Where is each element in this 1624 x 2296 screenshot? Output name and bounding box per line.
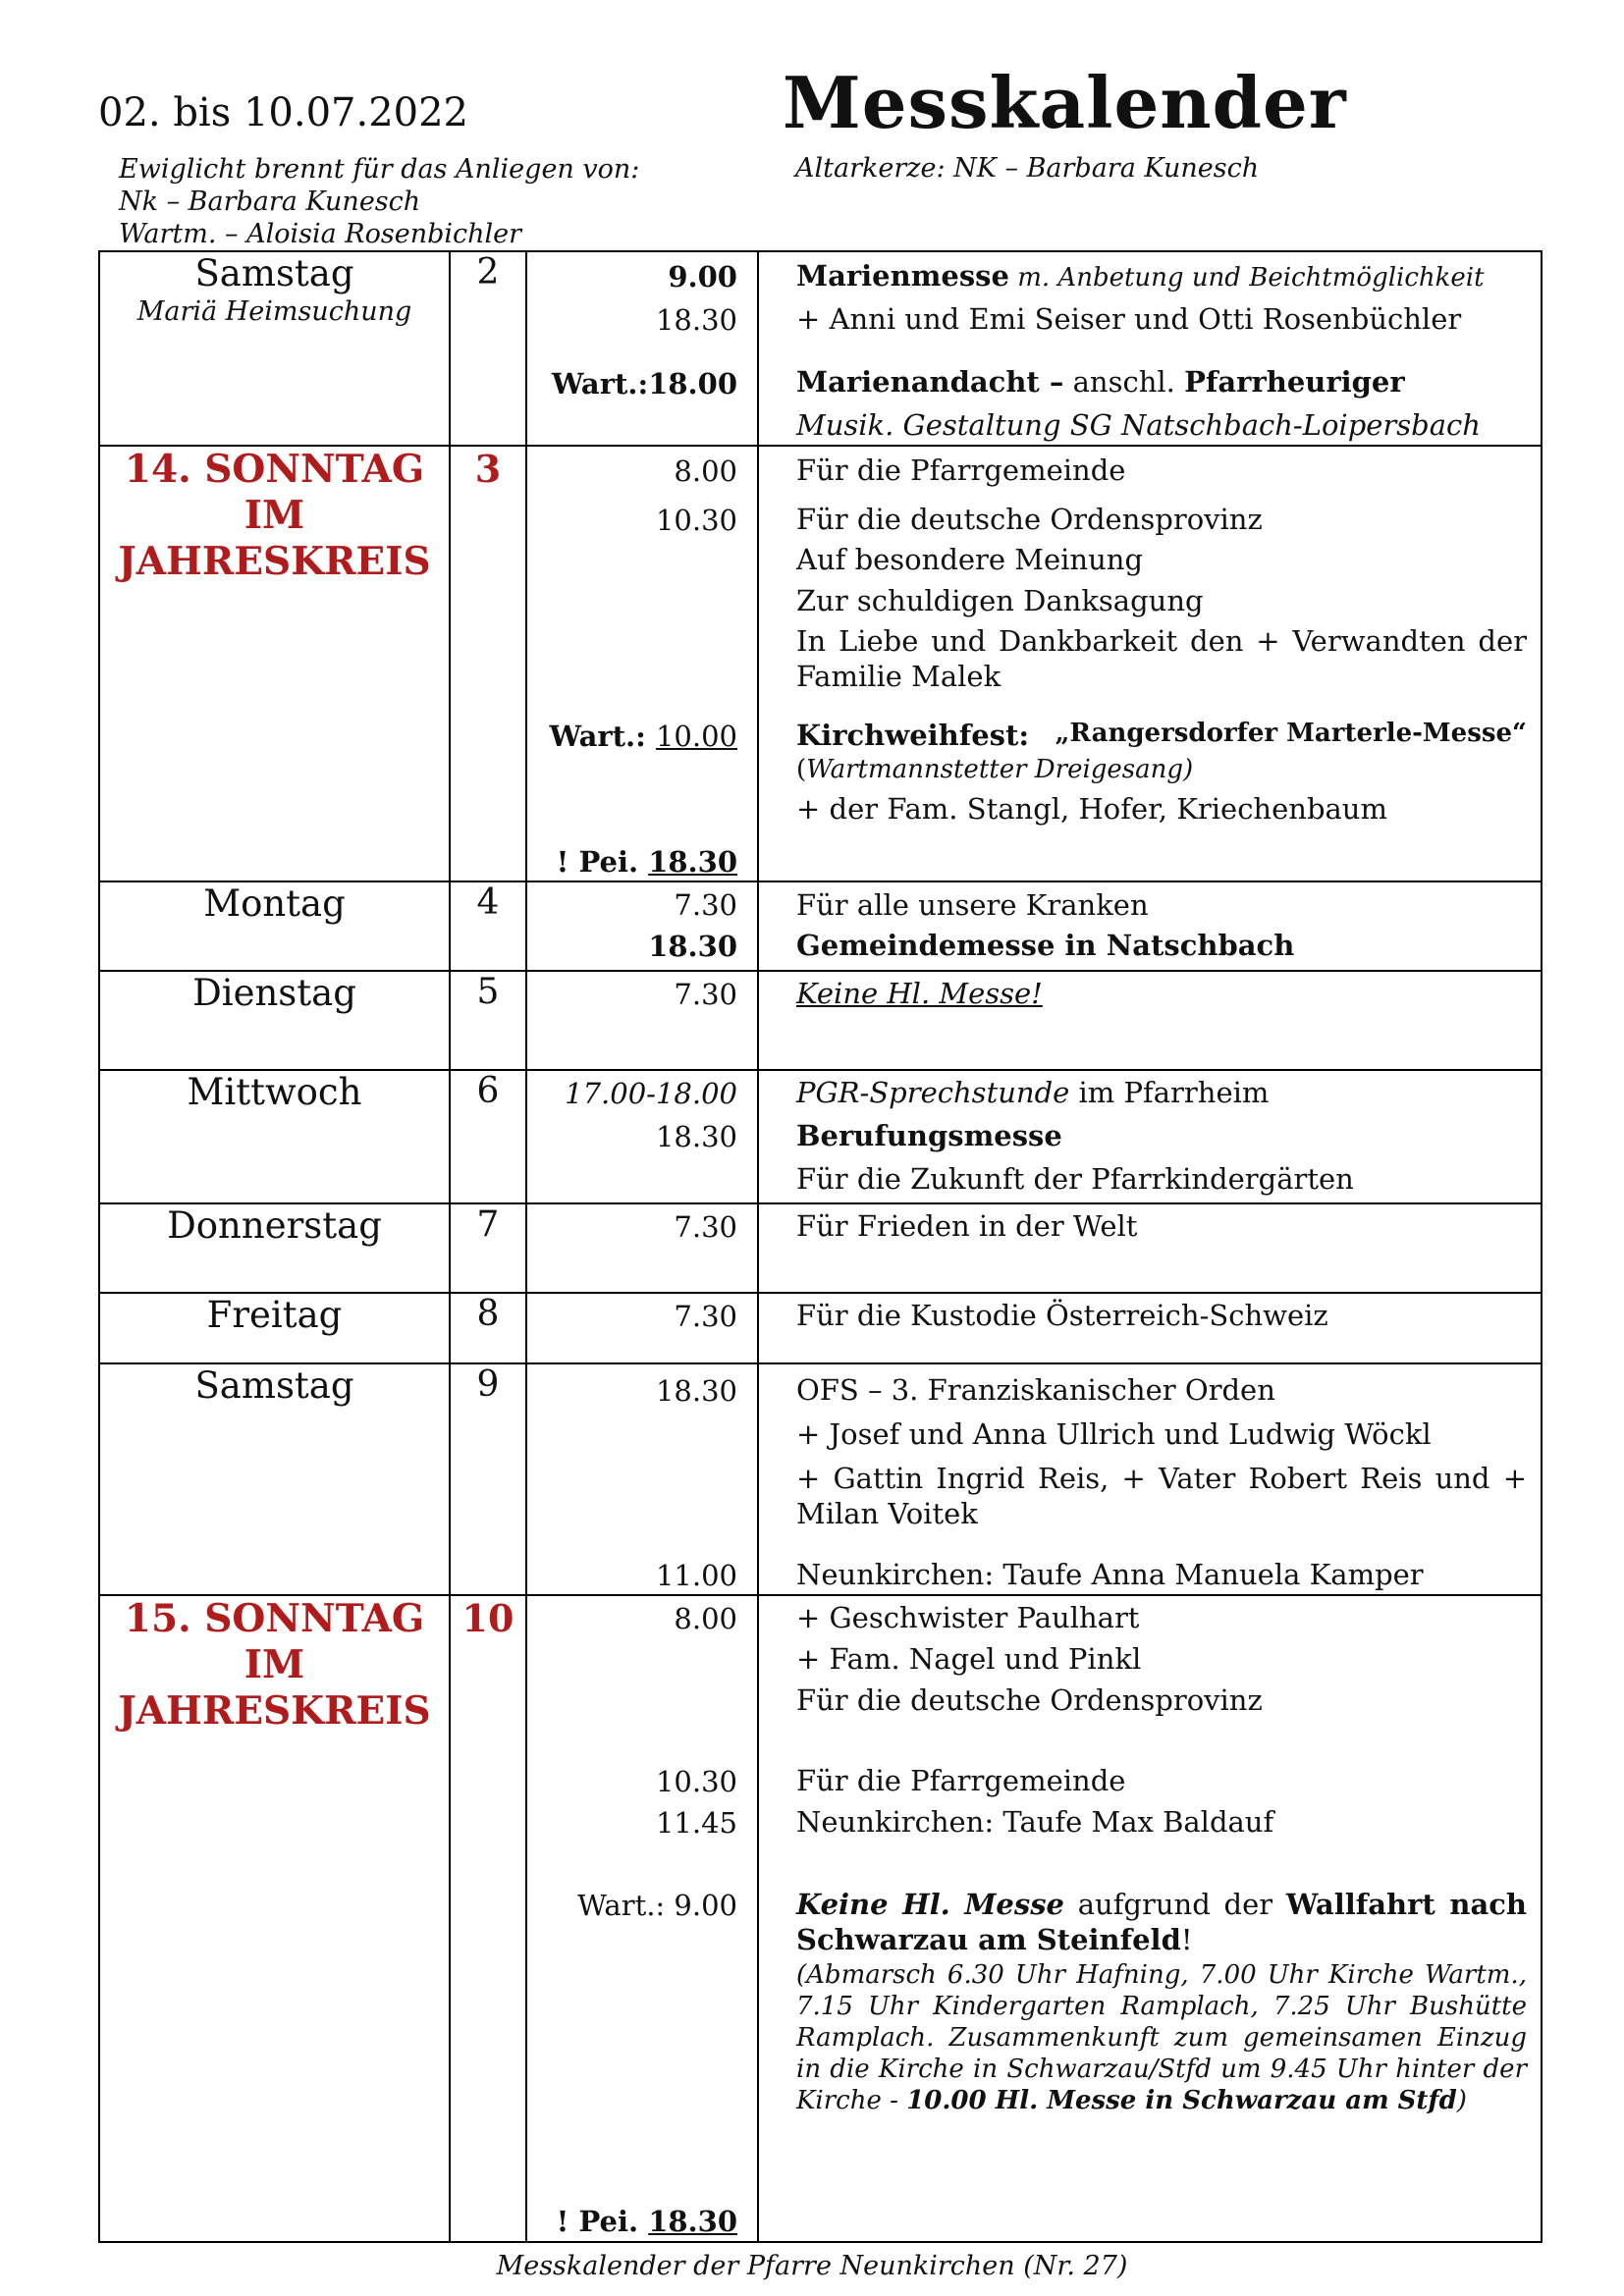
feast-name: Mariä Heimsuchung	[136, 296, 412, 327]
time	[557, 845, 737, 879]
entry: Auf besondere Meinung	[796, 543, 1144, 576]
entry: Für die deutsche Ordensprovinz	[796, 1683, 1263, 1717]
entry-title: Kirchweihfest:	[796, 719, 1030, 752]
entry: + Geschwister Paulhart	[796, 1601, 1140, 1634]
entry-text: aufgrund der	[1063, 1888, 1286, 1921]
day-name: Samstag	[194, 252, 354, 294]
time-value: 18.00	[648, 367, 737, 400]
times-cell	[526, 1070, 758, 1203]
time: 10.30	[655, 504, 737, 537]
times-cell	[526, 1203, 758, 1293]
entry-title: Pfarrheuriger	[1184, 365, 1405, 399]
day-number: 9	[450, 1363, 526, 1595]
entry: Für die Pfarrgemeinde	[796, 1764, 1126, 1797]
time: 8.00	[674, 1602, 737, 1635]
entry: Für alle unsere Kranken	[796, 888, 1149, 922]
entry	[796, 718, 1527, 753]
times-cell	[526, 446, 758, 881]
sunday-title-line: JAHRESKREIS	[118, 539, 431, 584]
entry-title: Marienmesse	[796, 259, 1009, 293]
day-number: 6	[450, 1070, 526, 1203]
times-cell	[526, 1595, 758, 2242]
day-name: Freitag	[99, 1293, 450, 1363]
time	[550, 720, 737, 753]
entry: + Gattin Ingrid Reis, + Vater Robert Reis und + Milan Voitek	[796, 1462, 1527, 1530]
entry-note-bold: 10.00 Hl. Messe in Schwarzau am Stfd	[906, 2086, 1457, 2115]
time	[552, 367, 737, 400]
entry: Für die deutsche Ordensprovinz	[796, 503, 1263, 536]
entry-note: )	[1456, 2086, 1467, 2115]
entry-text: (	[796, 755, 807, 784]
entry: Für die Pfarrgemeinde	[796, 454, 1126, 487]
time: 7.30	[674, 888, 737, 922]
sunday-title-line: IM	[244, 1642, 305, 1687]
entries-cell	[758, 1070, 1542, 1203]
table-row	[99, 1070, 1542, 1203]
time: 7.30	[674, 1300, 737, 1333]
day-name: Montag	[99, 881, 450, 971]
table-row	[99, 881, 1542, 971]
entry: + Josef und Anna Ullrich und Ludwig Wöckl	[796, 1417, 1432, 1451]
ewiglicht-line: Ewiglicht brennt für das Anliegen von:	[119, 154, 640, 185]
day-number: 3	[450, 446, 526, 881]
page-title: Messkalender	[783, 61, 1347, 144]
day-name-cell	[99, 446, 450, 881]
entry-text: im Pfarrheim	[1069, 1076, 1270, 1109]
day-name: Mittwoch	[99, 1070, 450, 1203]
times-cell	[526, 1363, 758, 1595]
time: 17.00-18.00	[565, 1077, 737, 1110]
table-row	[99, 1293, 1542, 1363]
day-number: 2	[450, 251, 526, 446]
entry: Für die Zukunft der Pfarrkindergärten	[796, 1162, 1354, 1196]
entry	[796, 754, 1527, 785]
entry: Gemeindemesse in Natschbach	[796, 929, 1295, 962]
time: 7.30	[674, 978, 737, 1011]
entries-cell	[758, 971, 1542, 1070]
entry-title: Wallfahrt nach Schwarzau am Steinfeld	[796, 1888, 1527, 1956]
entries-cell	[758, 251, 1542, 446]
sunday-title-line: 15. SONNTAG	[124, 1596, 425, 1641]
entry: Neunkirchen: Taufe Anna Manuela Kamper	[796, 1558, 1424, 1591]
time	[557, 2205, 737, 2238]
table-row	[99, 251, 1542, 446]
time-location: Wart.:	[549, 720, 656, 753]
entry-text: )	[1183, 755, 1194, 784]
time: 11.00	[655, 1559, 737, 1592]
entry: Musik. Gestaltung SG Natschbach-Loipersbach	[796, 408, 1481, 442]
sunday-title-line: JAHRESKREIS	[118, 1688, 431, 1734]
entry: + Fam. Nagel und Pinkl	[796, 1642, 1142, 1676]
footer: Messkalender der Pfarre Neunkirchen (Nr. 27)	[496, 2251, 1128, 2281]
ewiglicht-line: Wartm. – Aloisia Rosenbichler	[119, 219, 522, 249]
time: Wart.: 9.00	[577, 1889, 737, 1922]
entry: Keine Hl. Messe!	[796, 977, 1043, 1010]
entry-note: (Abmarsch 6.30 Uhr Hafning, 7.00 Uhr Kirche Wartm., 7.15 Uhr Kindergarten Ramplach, 7.25 Uhr Bushütte Ramplach. Zusammenkunft zum gemeinsamen Einzug in die Kirche in Schwarzau/Stfd um 9.45 Uhr hinter der Kirche -	[796, 1960, 1527, 2115]
time: 10.30	[655, 1765, 737, 1798]
entries-cell	[758, 881, 1542, 971]
entry: + der Fam. Stangl, Hofer, Kriechenbaum	[796, 792, 1387, 826]
day-name: Samstag	[99, 1363, 450, 1595]
entry-title: Keine Hl. Messe	[796, 1888, 1064, 1921]
day-name-cell	[99, 251, 450, 446]
entry-title: Marienandacht –	[796, 365, 1064, 399]
entry: + Anni und Emi Seiser und Otti Rosenbüchler	[796, 302, 1462, 336]
table-row	[99, 1203, 1542, 1293]
table-row	[99, 446, 1542, 881]
time: 18.30	[655, 303, 737, 337]
times-cell	[526, 881, 758, 971]
entries-cell	[758, 1203, 1542, 1293]
entry-text: !	[1180, 1923, 1193, 1956]
table-row	[99, 971, 1542, 1070]
entry-title: PGR-Sprechstunde	[796, 1076, 1070, 1109]
day-number: 7	[450, 1203, 526, 1293]
times-cell	[526, 971, 758, 1070]
time: 7.30	[674, 1210, 737, 1244]
entry-text: anschl.	[1063, 365, 1185, 399]
entry	[796, 1887, 1527, 1957]
time: 9.00	[668, 260, 737, 294]
ewiglicht-line: Nk – Barbara Kunesch	[119, 187, 421, 217]
time-location: Wart.:	[551, 367, 649, 400]
time: 18.30	[655, 1374, 737, 1408]
times-cell	[526, 1293, 758, 1363]
ewiglicht-note	[119, 153, 639, 250]
day-number: 4	[450, 881, 526, 971]
day-name: Dienstag	[99, 971, 450, 1070]
time: 8.00	[674, 454, 737, 488]
entries-cell	[758, 1595, 1542, 2242]
entry: OFS – 3. Franziskanischer Orden	[796, 1373, 1275, 1407]
day-name: Donnerstag	[99, 1203, 450, 1293]
entry-title: „Rangersdorfer Marterle-Messe“	[1055, 719, 1527, 748]
entries-cell	[758, 1363, 1542, 1595]
day-number: 10	[450, 1595, 526, 2242]
time-location: ! Pei.	[556, 845, 649, 879]
mass-calendar-table	[98, 250, 1543, 2243]
entry: Berufungsmesse	[796, 1119, 1062, 1152]
day-number: 8	[450, 1293, 526, 1363]
entry-note: m. Anbetung und Beichtmöglichkeit	[1008, 263, 1485, 293]
entry: Neunkirchen: Taufe Max Baldauf	[796, 1805, 1274, 1839]
entry	[796, 364, 1527, 400]
time: 11.45	[655, 1806, 737, 1840]
entries-cell	[758, 446, 1542, 881]
entry: Für die Kustodie Österreich-Schweiz	[796, 1299, 1328, 1332]
entry: Zur schuldigen Danksagung	[796, 584, 1204, 617]
entry: Für Frieden in der Welt	[796, 1209, 1138, 1243]
date-range: 02. bis 10.07.2022	[98, 90, 468, 135]
time: 18.30	[648, 930, 737, 963]
entry: In Liebe und Dankbarkeit den + Verwandten der Familie Malek	[796, 624, 1527, 693]
entry	[796, 1959, 1527, 2116]
time-value: 18.30	[648, 845, 737, 879]
time-location: ! Pei.	[556, 2205, 649, 2238]
table-row	[99, 1363, 1542, 1595]
day-number: 5	[450, 971, 526, 1070]
sunday-title-line: IM	[244, 493, 305, 538]
entry	[796, 1075, 1527, 1110]
day-name-cell	[99, 1595, 450, 2242]
time-value: 10.00	[655, 720, 737, 753]
times-cell	[526, 251, 758, 446]
time: 18.30	[655, 1120, 737, 1153]
entries-cell	[758, 1293, 1542, 1363]
time-value: 18.30	[648, 2205, 737, 2238]
sunday-title-line: 14. SONNTAG	[124, 447, 425, 492]
altarkerze-note: Altarkerze: NK – Barbara Kunesch	[795, 153, 1260, 184]
entry	[796, 258, 1527, 294]
table-row	[99, 1595, 1542, 2242]
entry-note: Wartmannstetter Dreigesang	[806, 755, 1184, 784]
